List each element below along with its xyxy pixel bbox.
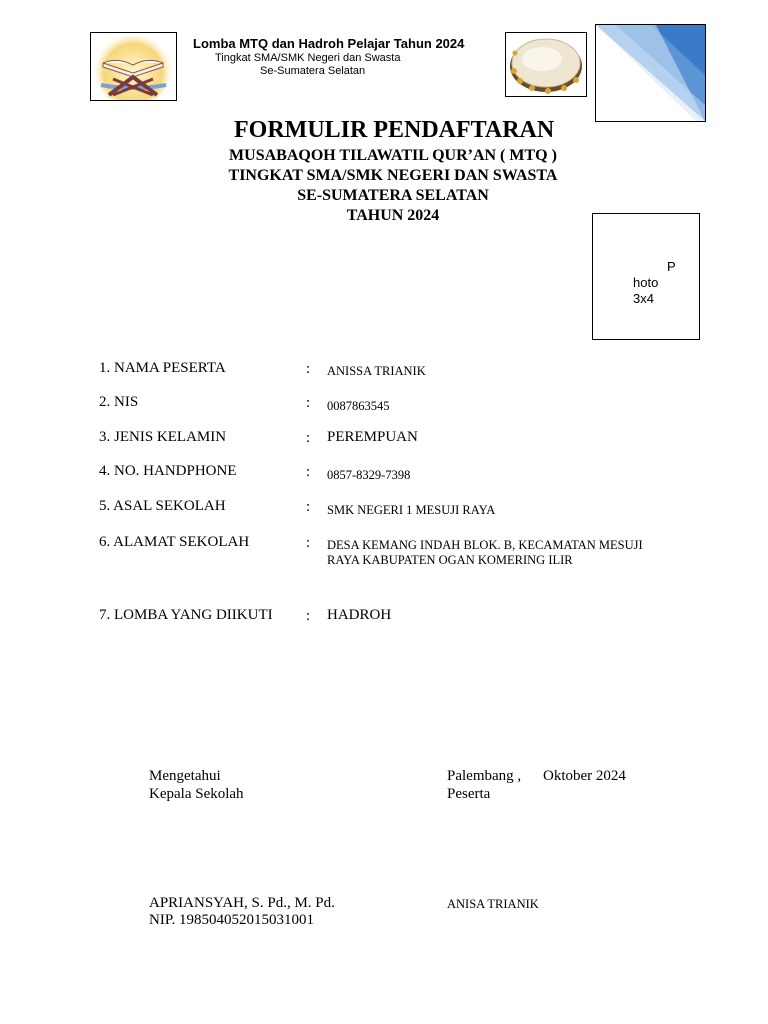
sign-place: Palembang ,	[447, 768, 522, 784]
field-label-school: 5. ASAL SEKOLAH	[99, 498, 226, 514]
event-title: Lomba MTQ dan Hadroh Pelajar Tahun 2024	[193, 36, 465, 51]
photo-placeholder	[592, 213, 700, 340]
photo-label-p: P	[667, 259, 676, 274]
field-label-phone: 4. NO. HANDPHONE	[99, 463, 237, 479]
field-value-competition: HADROH	[327, 607, 392, 623]
field-value-phone: 0857-8329-7398	[327, 468, 411, 482]
field-value-school: SMK NEGERI 1 MESUJI RAYA	[327, 503, 496, 517]
field-value-nis: 0087863545	[327, 399, 390, 413]
field-colon: :	[306, 361, 311, 377]
form-subtitle-level: TINGKAT SMA/SMK NEGERI DAN SWASTA	[228, 167, 558, 184]
participant-role: Peserta	[447, 786, 491, 802]
corner-decoration	[595, 24, 706, 122]
form-subtitle-year: TAHUN 2024	[346, 207, 440, 224]
event-subtitle-region: Se-Sumatera Selatan	[260, 65, 366, 77]
tambourine-logo	[505, 32, 587, 97]
field-colon: :	[306, 535, 311, 551]
quran-logo	[90, 32, 177, 101]
field-value-name: ANISSA TRIANIK	[327, 364, 426, 378]
principal-role: Kepala Sekolah	[149, 786, 244, 802]
field-value-school-address: DESA KEMANG INDAH BLOK. B, KECAMATAN MESUJI RAYA KABUPATEN OGAN KOMERING ILIR	[327, 538, 643, 567]
photo-label-hoto: hoto	[633, 275, 659, 290]
quran-stand-icon	[91, 33, 176, 100]
blue-triangle-decoration-icon	[596, 25, 705, 121]
principal-name: APRIANSYAH, S. Pd., M. Pd.	[149, 895, 335, 911]
field-colon: :	[306, 430, 311, 446]
field-label-name: 1. NAMA PESERTA	[99, 360, 226, 376]
field-colon: :	[306, 464, 311, 480]
field-label-nis: 2. NIS	[99, 394, 139, 410]
form-subtitle-competition: MUSABAQOH TILAWATIL QUR’AN ( MTQ )	[229, 147, 557, 164]
field-colon: :	[306, 608, 311, 624]
photo-size-label: 3x4	[633, 291, 654, 306]
event-subtitle-level: Tingkat SMA/SMK Negeri dan Swasta	[215, 52, 401, 64]
field-label-school-address: 6. ALAMAT SEKOLAH	[99, 534, 250, 550]
field-label-competition: 7. LOMBA YANG DIIKUTI	[99, 607, 273, 623]
form-subtitle-region: SE-SUMATERA SELATAN	[297, 187, 489, 204]
field-colon: :	[306, 499, 311, 515]
acknowledged-label: Mengetahui	[149, 768, 221, 784]
field-value-gender: PEREMPUAN	[327, 429, 418, 445]
field-label-gender: 3. JENIS KELAMIN	[99, 429, 227, 445]
field-colon: :	[306, 395, 311, 411]
participant-name: ANISA TRIANIK	[447, 897, 539, 911]
principal-nip: NIP. 198504052015031001	[149, 912, 315, 928]
sign-date: Oktober 2024	[543, 768, 626, 784]
form-title: FORMULIR PENDAFTARAN	[234, 117, 555, 143]
tambourine-icon	[506, 33, 586, 96]
